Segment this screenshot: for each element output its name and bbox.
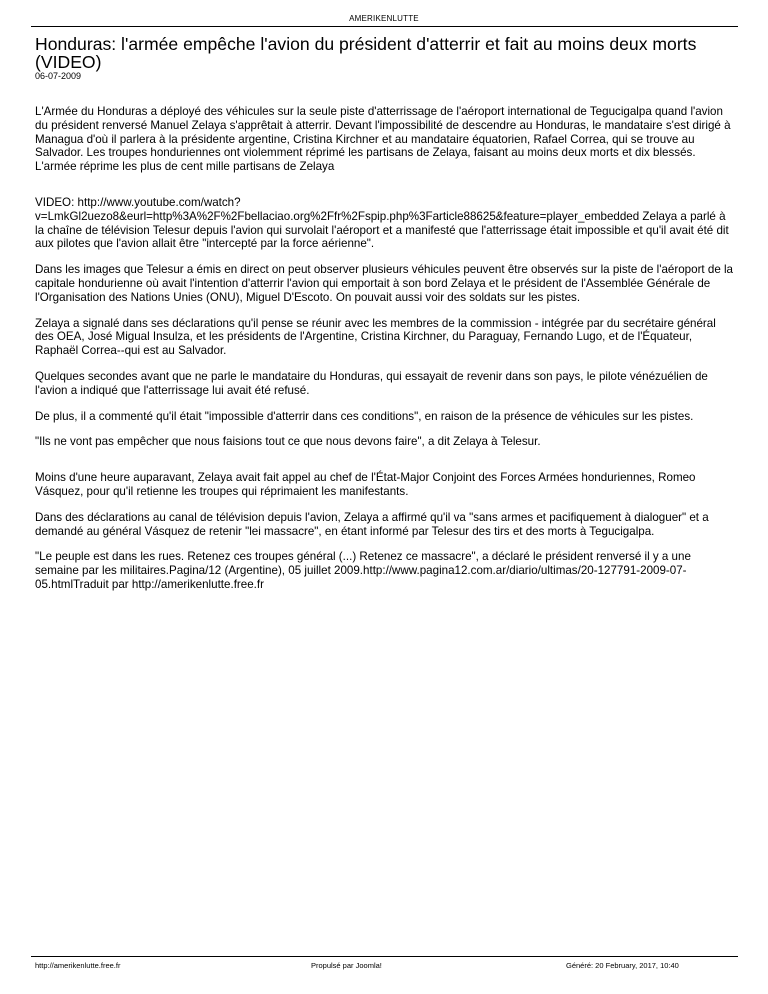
header-divider — [31, 26, 738, 27]
article-paragraph: Dans les images que Telesur a émis en direct on peut observer plusieurs véhicules peuvent être observés sur la piste de l'aéroport de la capitale hondurienne où avait l'intention d'atterrir l'avion qui emportait à son bord Zelaya et le président de l'Assemblée Générale de l'Organisation des Nations Unies (ONU), Miguel D'Escoto. On pouvait aussi voir des soldats sur les pistes. — [35, 263, 734, 304]
footer-powered-by: Propulsé par Joomla! — [311, 961, 382, 970]
article-date: 06-07-2009 — [35, 71, 82, 81]
article-paragraph: Quelques secondes avant que ne parle le mandataire du Honduras, qui essayait de revenir dans son pays, le pilote vénézuélien de l'avion a indiqué que l'atterrissage lui avait été refusé. — [35, 369, 708, 397]
article-paragraph: L'Armée du Honduras a déployé des véhicules sur la seule piste d'atterrissage de l'aéroport international de Tegucigalpa quand l'avion du président renversé Manuel Zelaya s'apprêtait à atterrir. Devant l'impossibilité de descendre au Honduras, le mandataire s'est dirigé à Managua d'où il parlera à la présidente argentine, Cristina Kirchner et au mandataire équatorien, Rafael Correa, qui se trouve au Salvador. Les troupes honduriennes ont violemment réprimé les partisans de Zelaya, faisant au moins deux morts et dix blessés. L'armée réprime les plus de cent mille partisans de Zelaya — [35, 105, 731, 174]
article-paragraph: VIDEO: http://www.youtube.com/watch?v=LmkGl2uezo8&eurl=http%3A%2F%2Fbellaciao.org%2Ffr%2Fspip.php%3Farticle88625&feature=player_embedded Zelaya a parlé à la chaîne de télévision Telesur depuis l'avion qui survolait l'aéroport et a manifesté que l'atterrissage était impossible et qu'il avait été dit aux pilotes que l'avion allait être "intercepté par la force aérienne". — [35, 195, 729, 251]
article-paragraph: "Ils ne vont pas empêcher que nous faisions tout ce que nous devons faire", a dit Zelaya à Telesur. — [35, 435, 541, 449]
footer-divider — [31, 956, 738, 957]
article-paragraph: Dans des déclarations au canal de télévision depuis l'avion, Zelaya a affirmé qu'il va "sans armes et pacifiquement à dialoguer" et a demandé au général Vásquez de retenir "lei massacre", en étant informé par Telesur des tirs et des morts à Tegucigalpa. — [35, 510, 709, 538]
article-paragraph: Moins d'une heure auparavant, Zelaya avait fait appel au chef de l'État-Major Conjoint des Forces Armées honduriennes, Romeo Vásquez, pour qu'il retienne les troupes qui réprimaient les manifestants. — [35, 471, 696, 498]
article-paragraph: "Le peuple est dans les rues. Retenez ces troupes général (...) Retenez ce massacre", a déclaré le président renversé il y a une semaine par les militaires.Pagina/12 (Argentine), 05 juillet 2009.http://www.pagina12.com.ar/diario/ultimas/20-127791-2009-07-05.htmlTraduit par http://amerikenlutte.free.fr — [35, 550, 691, 591]
article-paragraph: Zelaya a signalé dans ses déclarations qu'il pense se réunir avec les membres de la commission - intégrée par du secrétaire général des OEA, José Migual Insulza, et les présidents de l'Argentine, Cristina Kirchner, du Paraguay, Fernando Lugo, et de l'Équateur, Raphaël Correa--qui est au Salvador. — [35, 316, 716, 358]
footer-generated-date: Généré: 20 February, 2017, 10:40 — [566, 961, 679, 970]
article-paragraph: De plus, il a commenté qu'il était "impossible d'atterrir dans ces conditions", en raison de la présence de véhicules sur les pistes. — [35, 409, 694, 423]
site-header: AMERIKENLUTTE — [349, 14, 419, 23]
footer-site-url: http://amerikenlutte.free.fr — [35, 961, 121, 970]
article-body — [35, 105, 737, 604]
article-title: Honduras: l'armée empêche l'avion du président d'atterrir et fait au moins deux morts (VIDEO) — [35, 34, 697, 72]
